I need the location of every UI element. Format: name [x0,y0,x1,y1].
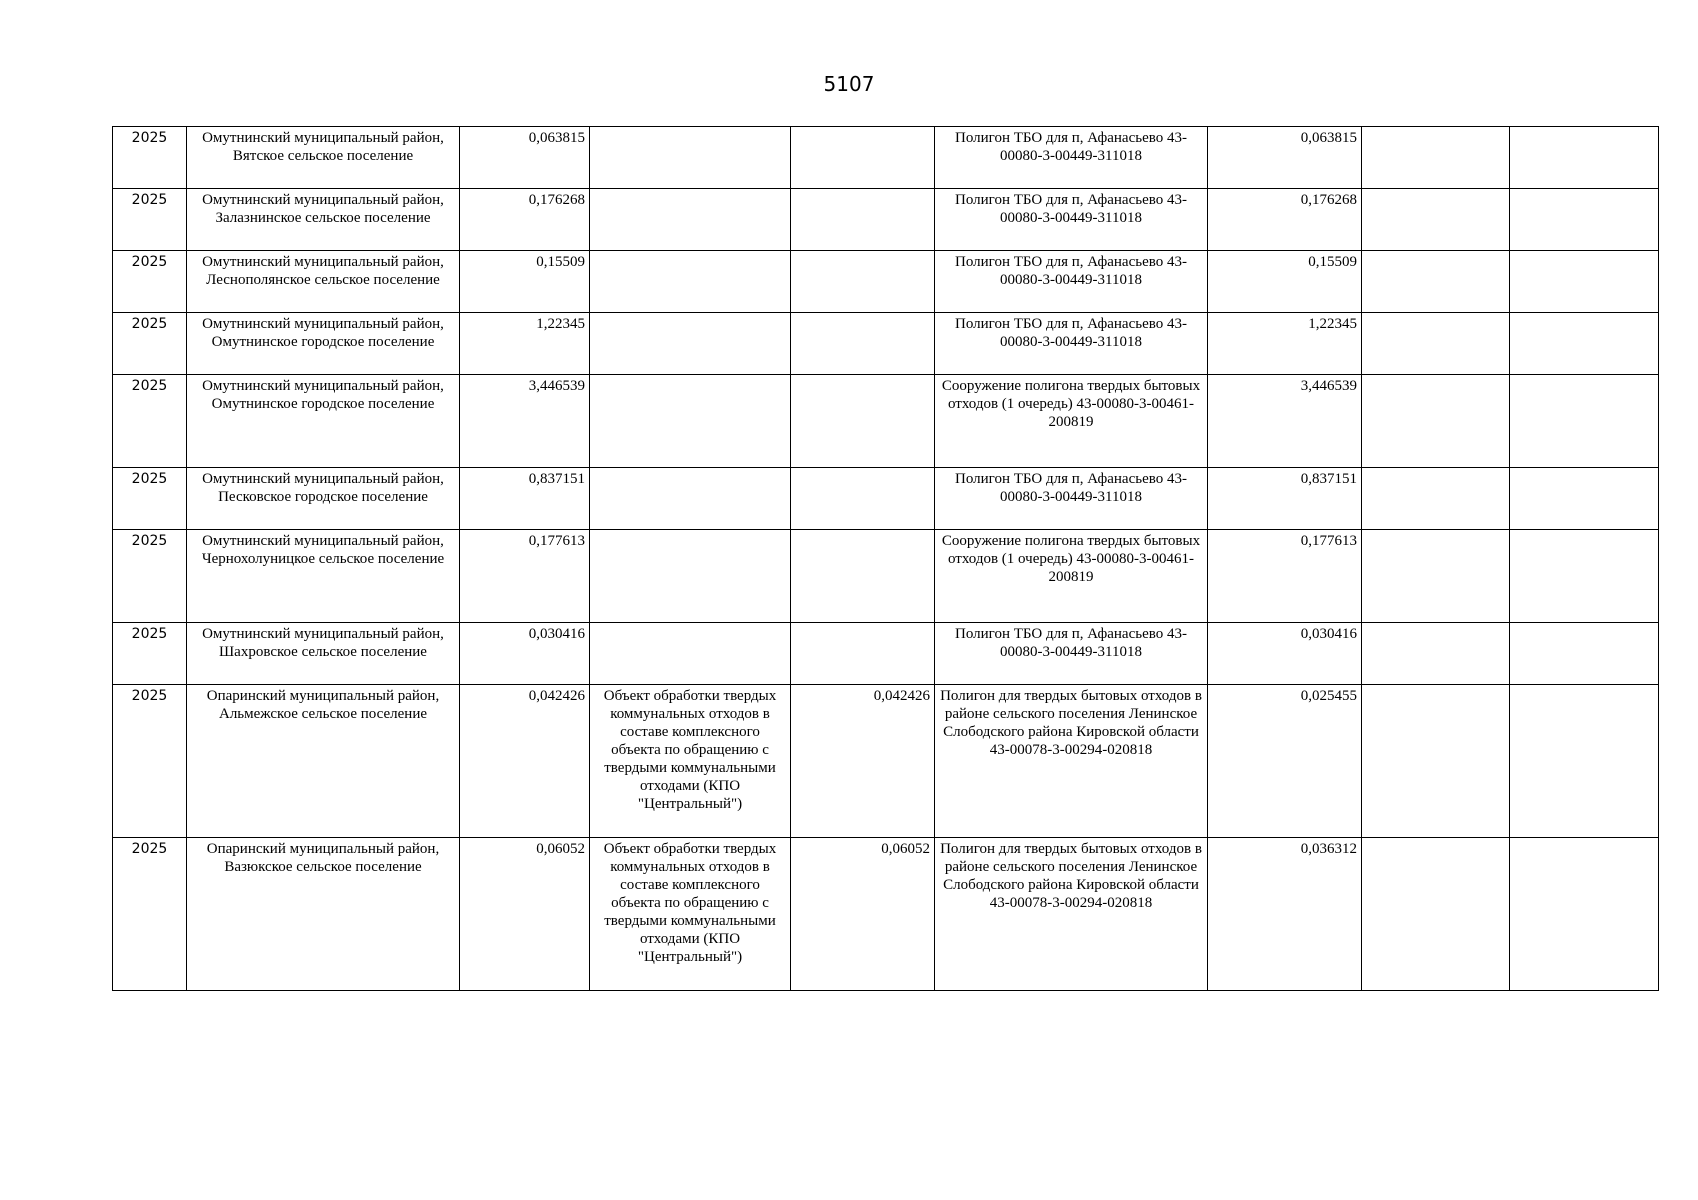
empty-cell [1510,530,1659,623]
table-row [113,313,1659,375]
landfill-mass-cell: 3,446539 [1208,375,1362,468]
year-cell: 2025 [113,313,187,375]
landfill-mass-cell: 0,15509 [1208,251,1362,313]
landfill-cell: Полигон ТБО для п, Афанасьево 43-00080-3-00449-311018 [935,251,1208,313]
year-cell: 2025 [113,468,187,530]
table-row [113,468,1659,530]
mass-cell: 0,176268 [460,189,590,251]
table-row [113,251,1659,313]
page-number: 5107 [823,72,875,96]
empty-cell [1510,189,1659,251]
landfill-cell: Сооружение полигона твердых бытовых отходов (1 очередь) 43-00080-3-00461-200819 [935,530,1208,623]
mass-cell: 0,042426 [460,685,590,838]
municipality-cell: Омутнинский муниципальный район, Леснополянское сельское поселение [187,251,460,313]
waste-flow-table [112,126,1659,991]
processing-mass-cell: 0,042426 [791,685,935,838]
processing-mass-cell: 0,06052 [791,838,935,991]
empty-cell [1510,685,1659,838]
table-row [113,685,1659,838]
landfill-cell: Полигон для твердых бытовых отходов в районе сельского поселения Ленинское Слободского района Кировской области 43-00078-3-00294-020818 [935,685,1208,838]
landfill-mass-cell: 0,025455 [1208,685,1362,838]
empty-cell [1510,468,1659,530]
empty-cell [1510,375,1659,468]
processing-facility-cell [590,251,791,313]
processing-mass-cell [791,251,935,313]
year-cell: 2025 [113,251,187,313]
municipality-cell: Омутнинский муниципальный район, Залазнинское сельское поселение [187,189,460,251]
landfill-cell: Полигон для твердых бытовых отходов в районе сельского поселения Ленинское Слободского района Кировской области 43-00078-3-00294-020818 [935,838,1208,991]
table-row [113,375,1659,468]
landfill-cell: Полигон ТБО для п, Афанасьево 43-00080-3-00449-311018 [935,189,1208,251]
year-cell: 2025 [113,189,187,251]
municipality-cell: Омутнинский муниципальный район, Омутнинское городское поселение [187,375,460,468]
landfill-mass-cell: 0,177613 [1208,530,1362,623]
empty-cell [1510,251,1659,313]
table-row [113,189,1659,251]
empty-cell [1362,127,1510,189]
municipality-cell: Опаринский муниципальный район, Вазюкское сельское поселение [187,838,460,991]
processing-mass-cell [791,375,935,468]
empty-cell [1362,838,1510,991]
landfill-mass-cell: 1,22345 [1208,313,1362,375]
processing-mass-cell [791,189,935,251]
table-row [113,530,1659,623]
landfill-mass-cell: 0,036312 [1208,838,1362,991]
table-row [113,623,1659,685]
processing-mass-cell [791,468,935,530]
landfill-cell: Сооружение полигона твердых бытовых отходов (1 очередь) 43-00080-3-00461-200819 [935,375,1208,468]
empty-cell [1510,313,1659,375]
empty-cell [1362,375,1510,468]
year-cell: 2025 [113,838,187,991]
mass-cell: 1,22345 [460,313,590,375]
year-cell: 2025 [113,623,187,685]
table-row [113,838,1659,991]
processing-facility-cell [590,468,791,530]
mass-cell: 0,063815 [460,127,590,189]
mass-cell: 3,446539 [460,375,590,468]
landfill-mass-cell: 0,837151 [1208,468,1362,530]
processing-mass-cell [791,623,935,685]
mass-cell: 0,030416 [460,623,590,685]
processing-facility-cell: Объект обработки твердых коммунальных отходов в составе комплексного объекта по обращению с твердыми коммунальными отходами (КПО "Центральный") [590,838,791,991]
municipality-cell: Омутнинский муниципальный район, Вятское сельское поселение [187,127,460,189]
empty-cell [1362,189,1510,251]
municipality-cell: Опаринский муниципальный район, Альмежское сельское поселение [187,685,460,838]
empty-cell [1362,530,1510,623]
processing-facility-cell [590,375,791,468]
mass-cell: 0,177613 [460,530,590,623]
empty-cell [1362,468,1510,530]
processing-facility-cell [590,313,791,375]
processing-mass-cell [791,530,935,623]
table-body [113,127,1659,991]
empty-cell [1362,251,1510,313]
municipality-cell: Омутнинский муниципальный район, Шахровское сельское поселение [187,623,460,685]
municipality-cell: Омутнинский муниципальный район, Чернохолуницкое сельское поселение [187,530,460,623]
empty-cell [1510,838,1659,991]
empty-cell [1510,623,1659,685]
processing-facility-cell [590,189,791,251]
municipality-cell: Омутнинский муниципальный район, Песковское городское поселение [187,468,460,530]
processing-facility-cell [590,530,791,623]
processing-mass-cell [791,313,935,375]
year-cell: 2025 [113,685,187,838]
landfill-cell: Полигон ТБО для п, Афанасьево 43-00080-3-00449-311018 [935,127,1208,189]
empty-cell [1362,685,1510,838]
empty-cell [1362,313,1510,375]
landfill-mass-cell: 0,176268 [1208,189,1362,251]
table-row [113,127,1659,189]
landfill-cell: Полигон ТБО для п, Афанасьево 43-00080-3-00449-311018 [935,313,1208,375]
processing-facility-cell [590,127,791,189]
landfill-mass-cell: 0,063815 [1208,127,1362,189]
mass-cell: 0,837151 [460,468,590,530]
empty-cell [1510,127,1659,189]
landfill-cell: Полигон ТБО для п, Афанасьево 43-00080-3-00449-311018 [935,468,1208,530]
mass-cell: 0,15509 [460,251,590,313]
processing-mass-cell [791,127,935,189]
year-cell: 2025 [113,530,187,623]
landfill-cell: Полигон ТБО для п, Афанасьево 43-00080-3-00449-311018 [935,623,1208,685]
municipality-cell: Омутнинский муниципальный район, Омутнинское городское поселение [187,313,460,375]
mass-cell: 0,06052 [460,838,590,991]
processing-facility-cell [590,623,791,685]
processing-facility-cell: Объект обработки твердых коммунальных отходов в составе комплексного объекта по обращению с твердыми коммунальными отходами (КПО "Центральный") [590,685,791,838]
year-cell: 2025 [113,375,187,468]
year-cell: 2025 [113,127,187,189]
empty-cell [1362,623,1510,685]
landfill-mass-cell: 0,030416 [1208,623,1362,685]
